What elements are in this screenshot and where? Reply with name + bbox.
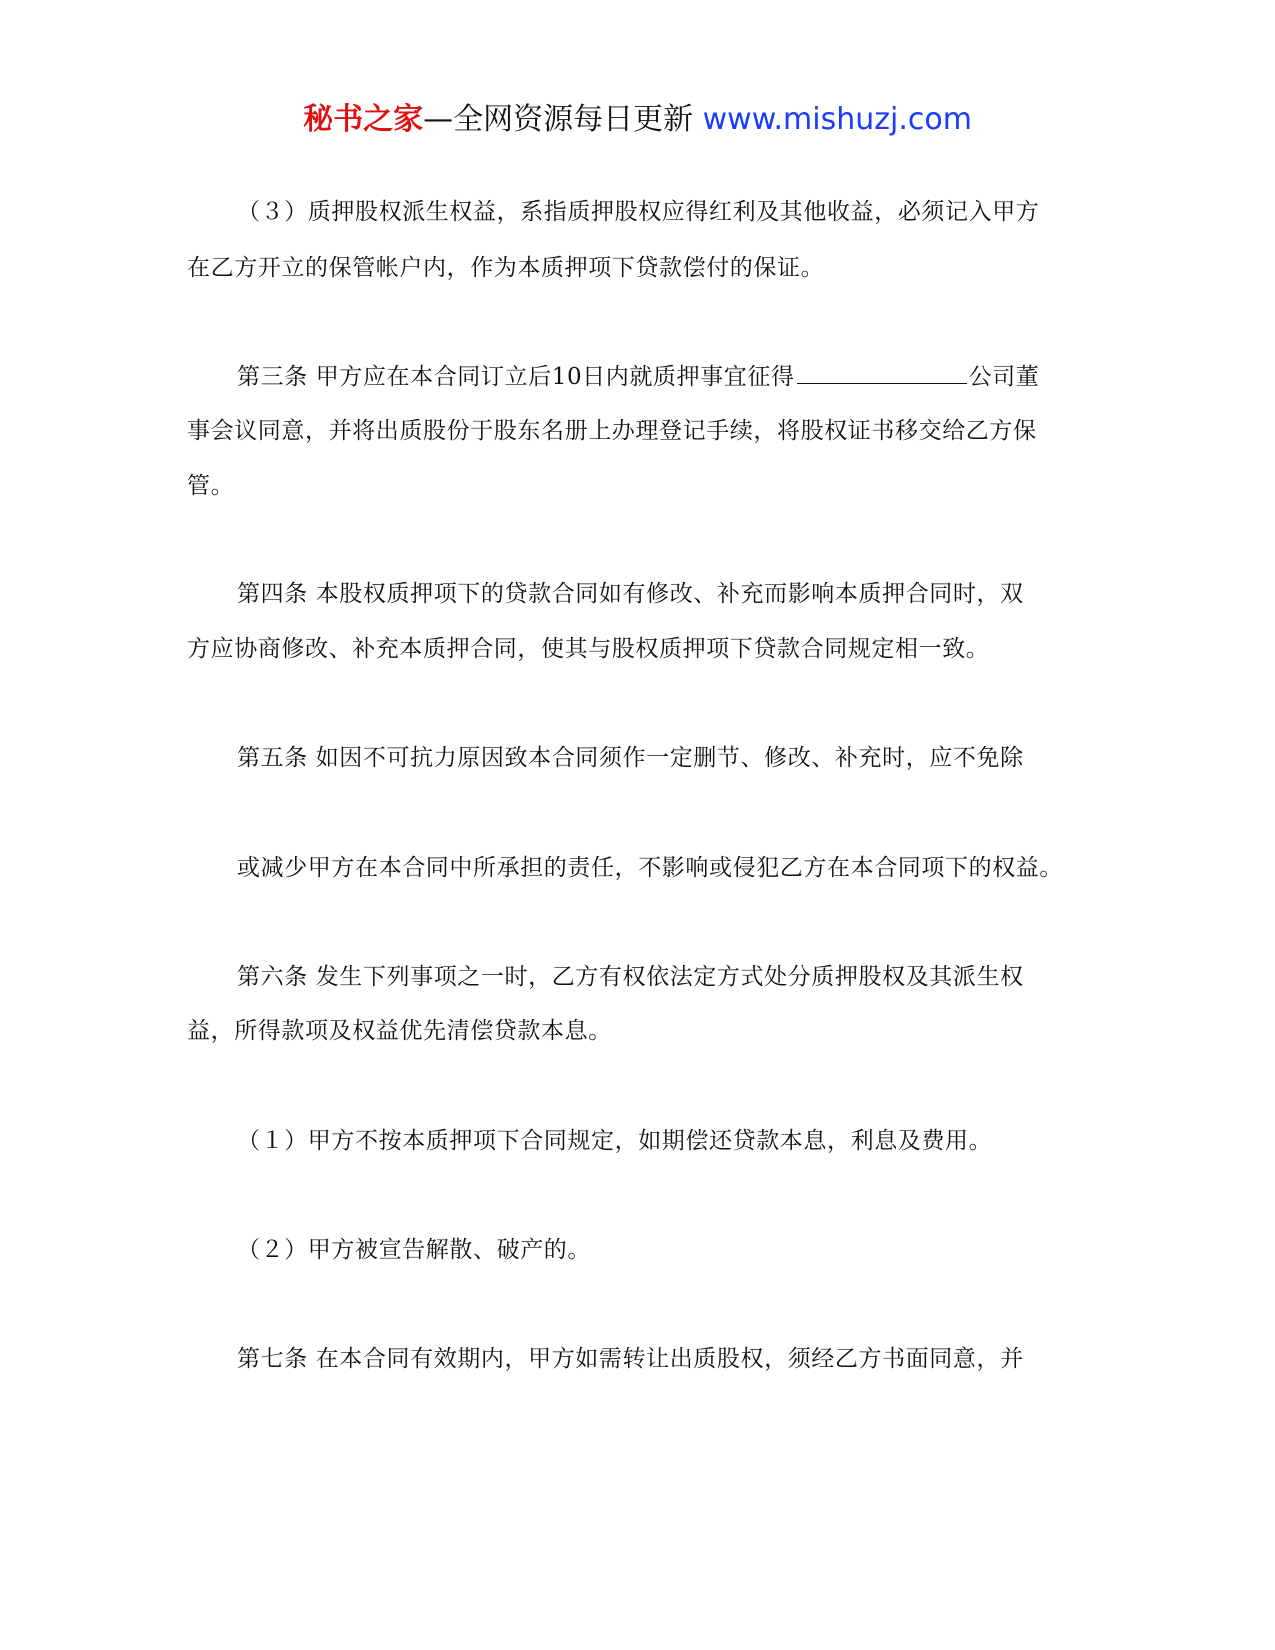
fill-in-blank[interactable] — [797, 361, 967, 384]
paragraph-line: （３）质押股权派生权益，系指质押股权应得红利及其他收益，必须记入甲方 — [237, 199, 1040, 225]
paragraph-line: 第七条 在本合同有效期内，甲方如需转让出质股权，须经乙方书面同意，并 — [237, 1346, 1024, 1372]
paragraph-line: 第六条 发生下列事项之一时，乙方有权依法定方式处分质押股权及其派生权 — [237, 964, 1024, 990]
paragraph-line: 在乙方开立的保管帐户内，作为本质押项下贷款偿付的保证。 — [187, 255, 825, 281]
paragraph-line: 益，所得款项及权益优先清偿贷款本息。 — [187, 1018, 612, 1044]
paragraph-line: 第四条 本股权质押项下的贷款合同如有修改、补充而影响本质押合同时，双 — [237, 581, 1024, 607]
header-tagline: —全网资源每日更新 — [423, 102, 694, 137]
brand-name: 秘书之家 — [303, 102, 424, 137]
paragraph-line: 或减少甲方在本合同中所承担的责任，不影响或侵犯乙方在本合同项下的权益。 — [237, 855, 1063, 881]
paragraph-line: 第五条 如因不可抗力原因致本合同须作一定删节、修改、补充时，应不免除 — [237, 745, 1024, 771]
paragraph-line: 管。 — [187, 473, 235, 499]
article-3-line — [237, 361, 1039, 393]
site-url-link[interactable]: www.mishuzj.com — [702, 102, 972, 137]
list-item: （１）甲方不按本质押项下合同规定，如期偿还贷款本息，利息及费用。 — [237, 1128, 993, 1154]
paragraph-line: 事会议同意，并将出质股份于股东名册上办理登记手续，将股权证书移交给乙方保 — [187, 418, 1037, 444]
list-item: （２）甲方被宣告解散、破产的。 — [237, 1237, 591, 1263]
article-3-text-b: 公司董 — [968, 364, 1040, 390]
site-header — [0, 100, 1275, 140]
article-3-text-a: 第三条 甲方应在本合同订立后10日内就质押事宜征得 — [237, 364, 795, 390]
paragraph-line: 方应协商修改、补充本质押合同，使其与股权质押项下贷款合同规定相一致。 — [187, 636, 990, 662]
